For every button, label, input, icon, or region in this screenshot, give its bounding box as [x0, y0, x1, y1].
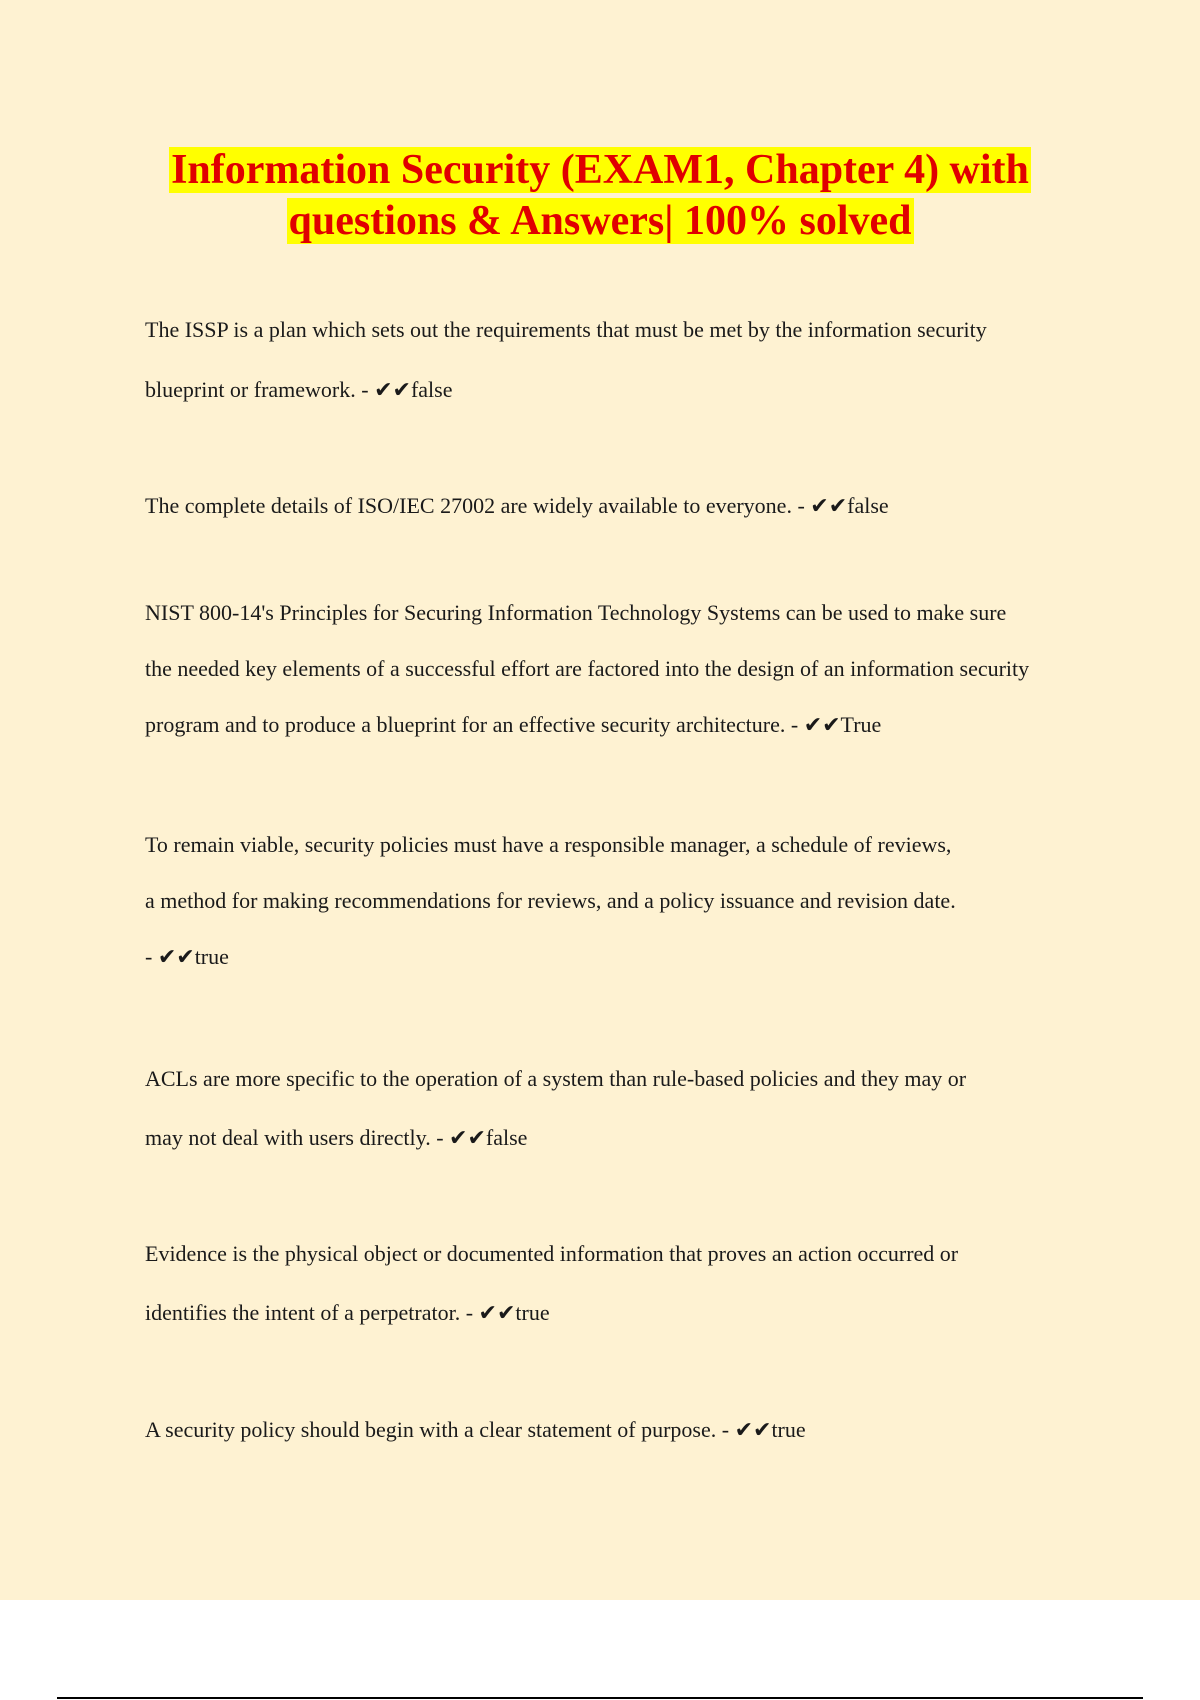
document-title: [0, 145, 1200, 247]
qa-item-7-line-1: A security policy should begin with a clear statement of purpose. - ✔✔true: [145, 1417, 806, 1442]
title-line-2: questions & Answers| 100% solved: [288, 198, 912, 244]
qa-item-3-line-3: program and to produce a blueprint for an effective security architecture. - ✔✔True: [145, 712, 882, 737]
qa-item-5-line-1: ACLs are more specific to the operation of a system than rule-based policies and they may or: [145, 1066, 967, 1091]
title-line-1: Information Security (EXAM1, Chapter 4) with: [171, 147, 1029, 193]
qa-item-4: [145, 817, 1085, 985]
qa-item-7: [145, 1402, 1085, 1458]
qa-item-3-line-1: NIST 800-14's Principles for Securing Information Technology Systems can be used to make sure: [145, 600, 1007, 625]
qa-item-5-line-2: may not deal with users directly. - ✔✔false: [145, 1125, 528, 1150]
qa-item-1-line-2: blueprint or framework. - ✔✔false: [145, 377, 453, 402]
qa-item-4-line-1: To remain viable, security policies must have a responsible manager, a schedule of reviews,: [145, 832, 952, 857]
qa-item-4-line-3: - ✔✔true: [145, 944, 229, 969]
qa-item-1-line-1: The ISSP is a plan which sets out the requirements that must be met by the information security: [145, 317, 987, 342]
footer-rule: [57, 1697, 1143, 1699]
qa-item-4-line-2: a method for making recommendations for reviews, and a policy issuance and revision date.: [145, 888, 956, 913]
qa-item-6-line-2: identifies the intent of a perpetrator. - ✔✔true: [145, 1300, 550, 1325]
qa-item-2: [145, 478, 1085, 534]
qa-item-6-line-1: Evidence is the physical object or documented information that proves an action occurred or: [145, 1241, 959, 1266]
qa-item-3-line-2: the needed key elements of a successful effort are factored into the design of an information security: [145, 656, 1030, 681]
qa-item-6: [145, 1224, 1085, 1342]
qa-item-2-line-1: The complete details of ISO/IEC 27002 are widely available to everyone. - ✔✔false: [145, 493, 889, 518]
qa-item-3: [145, 585, 1085, 753]
qa-item-5: [145, 1049, 1085, 1167]
qa-item-1: [145, 300, 1085, 420]
